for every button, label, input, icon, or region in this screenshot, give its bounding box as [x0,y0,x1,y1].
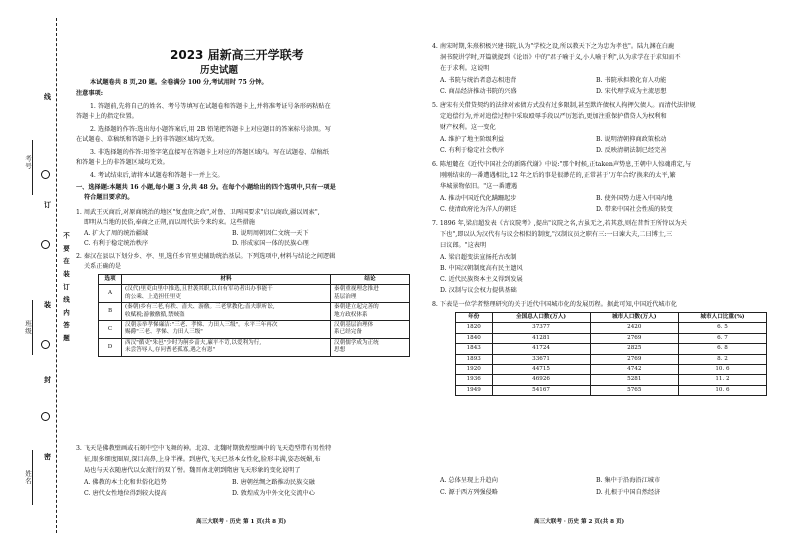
q3-stem-1: 3. 飞天是佛教壁画或石刻中空中飞舞的神。北凉、北魏时期敦煌壁画中的飞天造型带有男性特 [76,445,332,452]
q2-row-c-conclusion [331,321,410,339]
q7-stem-2: 下也",即以认为汉代有与议会相似的制度,"汉制议员之职有三:一曰谏大夫,二曰博士,三 [440,231,673,238]
q4-stem-1: 4. 南宋时期,朱熹积极兴建书院,认为"学校之设,所以教天下之为忠为孝也"。陆九渊在白鹿 [432,43,675,50]
q5-option-c: C. 有利于稳定社会秩序 [440,147,505,154]
q4-option-d: D. 宋代理学成为主流思想 [596,88,667,95]
table-row [99,338,410,356]
q8-cell: 44715 [492,365,590,375]
q8-cell: 1843 [456,344,493,354]
q8-cell: 41724 [492,344,590,354]
q8-table [455,312,767,396]
dash-word-ding: 订 [44,200,51,209]
q7-option-c: C. 近代民族资本主义得到发展 [440,276,523,283]
q8-cell: 6. 5 [679,323,767,333]
q8-cell: 33671 [492,354,590,364]
q8-cell: 2420 [590,323,678,333]
q3-stem-3: 局也与天衣随唐代以女流行的双丫髻。魏晋南北朝到隋唐飞天形象的变化说明了 [84,467,301,474]
q3-stem-2: 征,眼多细度圈眉,深目高鼻,上身半裸。到唐代,飞天已基本女性化,脸形丰满,姿态妩媚,布 [84,456,321,463]
footer-page-1: 高三大联考 · 历史 第 1 页(共 8 页) [196,519,287,525]
q2-row-c-option: C [99,321,122,339]
binding-hole-4 [41,412,50,421]
binding-dashed-line [56,18,57,533]
q2-row-c-conclusion-2: 系已经完备 [334,329,362,336]
dash-word-zhuang: 装 [44,300,51,309]
q2-row-d-option: D [99,338,122,356]
page-title: 2023 届新高三开学联考 [170,48,304,62]
q5-stem-1: 5. 唐宋有关借贷契约的法律对索债方式没有过多限制,甚至默许债权人拘押欠债人。而清代法律规 [432,102,696,109]
q6-stem-3: 华城景物依旧。"这一番遭遇 [440,183,518,190]
q5-option-a: A. 维护了地主阶级利益 [440,136,505,143]
q2-row-a-material [122,285,331,303]
q8-cell: 46926 [492,375,590,385]
dash-word-mi: 密 [44,452,51,461]
name-underline [32,450,33,505]
section-1-heading: 一、选择题:本题共 16 小题,每小题 3 分,共 48 分。在每个小题给出的四个选项中,只有一项是 [76,184,336,191]
page-subtitle: 历史试题 [200,65,239,76]
table-row [456,385,767,395]
notice-heading: 注意事项: [76,90,104,97]
q1-option-b: B. 说明周朝因仁文统一天下 [232,230,309,237]
q8-cell: 2769 [590,354,678,364]
q8-header-total-pop: 全国总人口数(万人) [492,313,590,323]
q1-option-a: A. 扩大了周的统治疆域 [84,230,149,237]
table-row [99,303,410,321]
q5-option-b: B. 说明清朝抑商政策松动 [596,136,667,143]
notice-3a: 3. 非选择题的作答:用签字笔直接写在答题卡上对应的答题区域内。写在试题卷、草稿纸 [90,149,329,156]
q4-stem-3: 在于求利。这说明 [440,65,490,72]
table-row [456,344,767,354]
q8-cell: 5281 [590,375,678,385]
q2-row-d-conclusion-2: 思想 [334,347,346,354]
exam-number-underline [32,140,33,195]
q8-cell: 10. 6 [679,365,767,375]
q2-header-material: 材料 [122,275,331,285]
dash-word-feng: 封 [44,375,51,384]
q7-option-b: B. 中国汉朝制度高有民主遗风 [440,265,523,272]
sidebar-label-name: 姓名 [24,470,32,485]
binding-reminder: 不 要 在 装 订 线 内 答 题 [62,232,70,343]
q2-row-d-material-1: 西汉"循吏"朱邑"少时为舸乡啬夫,廉平不苛,以爱利为行, [125,339,262,346]
q2-row-b-option: B [99,303,122,321]
q6-option-d: D. 带来中国社会性质的转变 [596,206,673,213]
q8-cell: 4742 [590,365,678,375]
q2-row-c-material [122,321,331,339]
q8-cell: 1949 [456,385,493,395]
table-row [456,354,767,364]
notice-2a: 2. 选择题的作答:选出每小题答案后,用 2B 铅笔把答题卡上对应题目的答案标号涂黑。写 [90,126,331,133]
q2-row-b-material-1: (秦朝)乡有三老,有秩、啬夫、游徼。三老掌教化;啬夫职听讼, [125,304,275,311]
q2-row-a-material-1: (汉代)里吏由里中推选,且世袭其职,以自有军功者出办事能干 [125,286,273,293]
q1-stem-2: 即明从当地的民俗,奉商之正朔,而以周代法令来约束。这些措施 [84,219,255,226]
q2-row-b-conclusion-1: 秦朝建立起完善的 [334,304,379,311]
q6-option-a: A. 推动中国近代化蹒跚起步 [440,195,517,202]
binding-hole-1 [41,170,50,179]
q4-option-a: A. 书院与统治者意志相违背 [440,77,517,84]
q8-cell: 1936 [456,375,493,385]
q2-row-a-conclusion-2: 基层治理 [334,293,357,300]
exam-info: 本试题卷共 8 页,20 题。全卷满分 100 分,考试用时 75 分钟。 [90,79,268,86]
table-row [99,321,410,339]
q3-option-a: A. 佛教的本土化和世俗化趋势 [84,479,167,486]
binding-hole-2 [41,240,50,249]
q2-row-d-material [122,338,331,356]
q8-cell: 37377 [492,323,590,333]
q8-cell: 54167 [492,385,590,395]
notice-1a: 1. 答题前,先将自己的姓名、考号等填写在试题卷和答题卡上,并将准考证号条形码粘贴在 [90,103,331,110]
q7-stem-1: 7. 1896 年,梁启超发表《古议院考》,提出"议院之名,古虽无之,若其意,则在昔哲王所恃以为天 [432,220,687,227]
q1-stem-1: 1. 周武王灭商后,对原商统治的地区"复盘庚之政",对鲁、卫两国要求"启以商政,疆以周索", [76,209,320,216]
q8-cell: 2769 [590,333,678,343]
q8-header-urban-pop: 城市人口数(万人) [590,313,678,323]
q1-option-c: C. 有利于稳定统治秩序 [84,240,149,247]
q2-row-a-conclusion-1: 秦朝重视理念推进 [334,286,379,293]
notice-1b: 答题卡上的指定位置。 [76,113,138,120]
q2-row-a-conclusion [331,285,410,303]
q2-row-b-material-2: 收赋税;游徼徼循,禁贼盗 [125,311,185,318]
q8-cell: 41281 [492,333,590,343]
q8-cell: 1893 [456,354,493,364]
q3-option-b: B. 唐朝丝绸之路推动民族交融 [232,479,315,486]
q6-option-c: C. 使清政府沦为洋人的朝廷 [440,206,517,213]
q5-option-d: D. 反映清朝法制已经完善 [596,147,667,154]
notice-3b: 和答题卡上的非答题区域均无效。 [76,159,169,166]
q8-table-header [456,313,767,323]
q2-header-conclusion: 结论 [331,275,410,285]
class-underline [32,300,33,355]
table-row [456,365,767,375]
q2-row-a-option: A [99,285,122,303]
q8-cell: 6. 8 [679,344,767,354]
q4-option-b: B. 书院承担教化育人功能 [596,77,667,84]
q4-option-c: C. 商品经济推动书院的兴盛 [440,88,517,95]
q8-option-c: C. 源于西方列强侵略 [440,489,498,496]
q8-header-urban-ratio: 城市人口比重(%) [679,313,767,323]
table-row [99,285,410,303]
q8-cell: 6. 7 [679,333,767,343]
q8-header-year: 年份 [456,313,493,323]
sidebar-label-class: 班级 [24,320,32,335]
table-row [456,333,767,343]
q7-option-a: A. 梁启超变法宣扬托古改制 [440,254,517,261]
q2-row-c-material-2: 赐爵"三老、孝悌、力田人三级" [125,329,203,336]
q3-option-c: C. 唐代女性地位得到较大提高 [84,490,167,497]
q8-cell: 1920 [456,365,493,375]
table-row [456,323,767,333]
q6-stem-1: 6. 陈旭麓在《近代中国社会的新陈代谢》中说:"那个时候,正taken声势息,王朝中人惊魂甫定,与 [432,161,692,168]
q8-cell: 2825 [590,344,678,354]
table-row [456,375,767,385]
q4-stem-2: 洞书院讲学时,开篇就提到《论语》中的"君子喻于义,小人喻于利",认为求学在于求知而不 [440,54,681,61]
binding-hole-3 [41,340,50,349]
q2-row-b-material [122,303,331,321]
q2-row-b-conclusion [331,303,410,321]
notice-4: 4. 考试结束后,请将本试题卷和答题卡一并上交。 [90,172,224,179]
q8-stem: 8. 下表是一位学者整理研究的关于近代中国城市化的发展历程。据此可知,中国近代城市化 [432,301,677,308]
q8-option-d: D. 扎根于中国自然经济 [596,489,661,496]
q2-stem-2: 关系正确的是 [84,263,122,270]
section-1-heading-cont: 符合题目要求的。 [84,194,134,201]
q2-table-header [99,275,410,285]
q8-option-a: A. 总体呈现上升趋向 [440,477,498,484]
q8-cell: 10. 6 [679,385,767,395]
q7-option-d: D. 汉制与议会权力提供基础 [440,287,517,294]
q8-cell: 5765 [590,385,678,395]
q2-header-option: 选项 [99,275,122,285]
q5-stem-2: 定追偿行为,并对追偿过程中采取殴辱手段以严厉惩治,更加注重保护借贷人为权利和 [440,113,667,120]
q3-option-d: D. 敦煌成为中外文化交流中心 [232,490,315,497]
q8-cell: 1820 [456,323,493,333]
q2-row-b-conclusion-2: 地方政权体系 [334,311,368,318]
q2-stem-1: 2. 秦汉在县以下划分乡、亭、里,选任乡官里吏辅助统治基层。下列选项中,材料与结论之间逻辑 [76,253,336,260]
q2-row-d-conclusion [331,338,410,356]
q8-option-b: B. 集中于沿海沿江城市 [596,477,661,484]
q2-row-c-material-1: 汉朝亲举孝悌廉洁:"三老、孝悌、力田人三级"。永平三年再次 [125,322,278,329]
q1-option-d: D. 形成家国一体的民族心理 [232,240,309,247]
dash-word-xian: 线 [44,92,51,101]
q8-cell: 1840 [456,333,493,343]
q8-cell: 8. 2 [679,354,767,364]
q2-row-d-material-2: 未尝答辱人,存问耆老孤寡,遇之有恩" [125,347,216,354]
q6-option-b: B. 使外国势力进入中国内地 [596,195,673,202]
q7-stem-3: 曰议郎。"这表明 [440,242,487,249]
q2-row-c-conclusion-1: 汉朝基层治理体 [334,322,374,329]
q6-stem-2: 刚刚结束的一番遭遇相比,12 年之后的事是很渺茫的,正常甚于'万年合约'换来的太平,繁 [440,172,676,179]
footer-page-2: 高三大联考 · 历史 第 2 页(共 8 页) [534,519,625,525]
notice-2b: 在试题卷、草稿纸和答题卡上的非答题区域均无效。 [76,136,219,143]
q2-row-d-conclusion-1: 汉朝儒学成为正统 [334,339,379,346]
q8-cell: 11. 2 [679,375,767,385]
q2-table [98,274,410,357]
q2-row-a-material-2: 的公乘、上造担任里吏 [125,293,181,300]
q5-stem-3: 财产权利。这一变化 [440,124,496,131]
sidebar-label-exam-number: 考号 [24,155,32,170]
